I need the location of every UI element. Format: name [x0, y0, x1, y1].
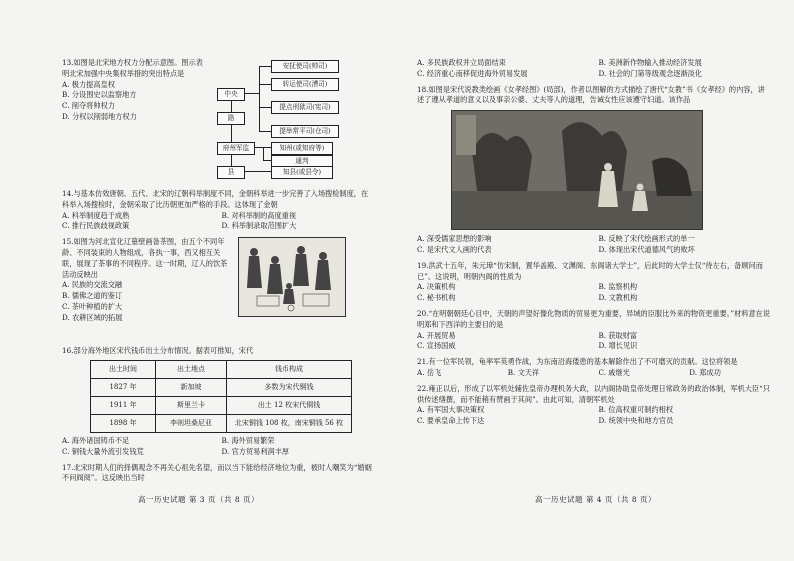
question-21 — [417, 357, 772, 379]
q13-option-d[interactable]: D. 分权以削弱地方权力 — [62, 111, 137, 121]
table-row — [91, 414, 352, 432]
q18-options — [417, 234, 772, 256]
page-footer-left: 高一历史试题 第 3 页（共 8 页） — [138, 494, 259, 504]
central-box: 中央 — [217, 88, 245, 101]
q18-option-b[interactable]: B. 反映了宋代绘画形式的单一 — [598, 234, 695, 244]
q16-option-c[interactable]: C. 铜钱大量外流引发钱荒 — [62, 446, 144, 456]
q18-option-c[interactable]: C. 是宋代文人画的代表 — [417, 244, 492, 254]
q14-option-b[interactable]: B. 对科举制的高度重视 — [221, 210, 297, 220]
table-header: 出土地点 — [156, 360, 227, 378]
question-14 — [62, 189, 373, 232]
q16-option-d[interactable]: D. 官方贸易利润丰厚 — [221, 446, 290, 456]
q18-stem: 18.如图是宋代说教类绘画《女孝经图》(局部)，作者以图解的方式描绘了唐代“女教”书《女孝经》的内容，讲述了遵从孝道的意义以及事亲公婆、丈夫等人的道理，告诫女性应该遵守妇道。该作品 — [417, 84, 765, 105]
q19-option-b[interactable]: B. 监察机构 — [598, 282, 638, 292]
q15-option-d[interactable]: D. 农耕区域的拓展 — [62, 312, 123, 322]
q15-option-b[interactable]: B. 儒佛之道的鉴订 — [62, 291, 123, 301]
table-cell: 出土 12 枚宋代铜钱 — [227, 396, 352, 414]
route-officer-1: 安抚使司(帅司) — [271, 60, 339, 73]
question-22 — [417, 384, 772, 427]
right-page — [397, 0, 794, 561]
q22-option-b[interactable]: B. 位高权重可制约相权 — [598, 405, 674, 415]
question-15 — [62, 237, 373, 341]
route-officer-2: 转运使司(漕司) — [271, 78, 339, 91]
table-cell: 李则坦桑尼亚 — [156, 414, 227, 432]
question-20 — [417, 309, 772, 352]
question-17 — [62, 463, 373, 485]
q21-stem: 21.有一位军民领，龟率军英勇作战，为东南沿海倭患的基本解除作出了不可磨灭的贡献。这位将领是 — [417, 357, 738, 367]
power-distribution-chart — [217, 60, 375, 178]
county-box: 县 — [217, 166, 245, 179]
q21-option-a[interactable]: A. 岳飞 — [417, 367, 442, 377]
q20-options — [417, 331, 772, 353]
route-officer-4: 提举常平司(仓司) — [271, 125, 339, 138]
q17-option-b[interactable]: B. 美洲新作物输入推动经济发展 — [598, 58, 702, 67]
q15-option-c[interactable]: C. 茶叶种植的扩大 — [62, 301, 123, 311]
q20-option-d[interactable]: D. 增长见识 — [598, 341, 638, 351]
route-box: 路 — [217, 112, 245, 125]
q20-stem: 20.“在明朝朝廷心目中，天朝的声望好像化物质的贸易更为重要，异域的臣服比外来的物资更重要。”材料意在说明郑和下西洋的主要目的是 — [417, 308, 771, 329]
q19-option-a[interactable]: A. 决策机构 — [417, 282, 456, 292]
q16-option-a[interactable]: A. 海外诸国铸币不足 — [62, 435, 130, 445]
q16-options — [62, 436, 373, 458]
q19-option-c[interactable]: C. 秘书机构 — [417, 293, 456, 303]
prefecture-box: 府州军监 — [217, 142, 255, 155]
q17-option-c[interactable]: C. 经济重心南移促进海外贸易发展 — [417, 68, 528, 78]
table-cell: 斯里兰卡 — [156, 396, 227, 414]
q13-stem: 13.如图是北宋地方权力分配示意图。图示表明北宋加强中央集权举措的突出特点是 — [62, 58, 203, 78]
q22-options — [417, 405, 772, 427]
table-header-row — [91, 360, 352, 378]
q18-option-a[interactable]: A. 深受儒家思想的影响 — [417, 234, 492, 244]
q14-option-a[interactable]: A. 科举制度趋于成熟 — [62, 210, 130, 220]
question-17-continued — [417, 58, 772, 80]
q19-option-d[interactable]: D. 文教机构 — [598, 293, 638, 303]
prefecture-officer-1: 知州(或知府等) — [271, 142, 333, 155]
q15-options — [62, 280, 230, 323]
q21-option-d[interactable]: D. 郑成功 — [689, 367, 721, 377]
q21-option-c[interactable]: C. 戚继光 — [598, 367, 630, 377]
prefecture-officer-2: 通判 — [271, 155, 333, 168]
question-16 — [62, 346, 373, 457]
table-cell: 1898 年 — [91, 414, 156, 432]
table-cell: 1911 年 — [91, 396, 156, 414]
page-footer-right: 高一历史试题 第 4 页（共 8 页） — [535, 494, 656, 504]
table-cell: 北宋铜钱 108 枚，南宋铜钱 56 枚 — [227, 414, 352, 432]
q21-option-b[interactable]: B. 文天祥 — [507, 367, 540, 377]
q16-option-b[interactable]: B. 海外贸易繁荣 — [221, 435, 275, 445]
q17-option-a[interactable]: A. 多民族政权并立局面结束 — [417, 58, 506, 67]
q13-option-b[interactable]: B. 分设围史以监察地方 — [62, 90, 137, 100]
q16-stem: 16.部分海外地区宋代钱币出土分布情况。据表可推知，宋代 — [62, 346, 254, 356]
q14-stem: 14.与基本仿效唐朝、五代、北宋的辽朝科举制度不同，金朝科举进一步完善了入场搜检制度，在科举入场搜检时，金朝采取了比历朝更加严格的手段。这体现了金朝 — [62, 189, 369, 209]
q15-stem: 15.如图为河北宣化辽墓壁画备茶图，由五个不同年龄、不同装束的人物组成，各执一事，西又相互关联，展现了茶事的不同程序。这一时期，辽人的饮茶活动反映出 — [62, 237, 228, 279]
q22-option-c[interactable]: C. 要承皇命上传下达 — [417, 416, 485, 426]
nvxiaojing-painting-image — [451, 110, 703, 230]
q13-option-c[interactable]: C. 削夺将帅权力 — [62, 101, 115, 111]
q13-option-a[interactable]: A. 极力提高皇权 — [62, 79, 115, 89]
coin-distribution-table — [90, 360, 352, 433]
table-header: 出土时间 — [91, 360, 156, 378]
table-cell: 1827 年 — [91, 378, 156, 396]
q18-option-d[interactable]: D. 体现出宋代道德风气的败坏 — [598, 244, 695, 254]
question-19 — [417, 261, 772, 304]
table-cell: 新加坡 — [156, 378, 227, 396]
route-officer-3: 提点刑狱司(宪司) — [271, 101, 339, 114]
q22-stem: 22.雍正以后，形成了以军机处辅佐皇帝办理机务大政，以内阁协助皇帝处理日常政务的政治体制，军机大臣“只供传述缮撰，而不能稍有赞画于其间”。由此可知，清朝军机处 — [417, 383, 770, 404]
q17-stem: 17.北宋时期人们的择偶观念不再关心祖先名望，而以当下能给经济地位为重，被时人嘲笑为“婚姻不问阀阅”。这反映出当时 — [62, 462, 372, 483]
table-row — [91, 396, 352, 414]
tea-preparation-mural-image — [238, 237, 346, 317]
q20-option-a[interactable]: A. 开展贸易 — [417, 330, 456, 340]
q21-options — [417, 368, 772, 379]
q14-option-c[interactable]: C. 推行民族歧视政策 — [62, 221, 130, 231]
q17-option-d[interactable]: D. 社会的门第等级观念逐渐淡化 — [598, 68, 703, 78]
county-officer: 知县(或县令) — [271, 166, 333, 179]
question-18 — [417, 85, 772, 256]
q20-option-b[interactable]: B. 获取财富 — [598, 330, 638, 340]
table-row — [91, 378, 352, 396]
q17-options — [417, 58, 772, 80]
q19-stem: 19.洪武十五年，朱元璋“仿宋制，置华盖殿、文渊阁、东阁诸大学士”，后此时的大学士仅“待左右，备顾问而已”。这说明，明朝内阁的性质为 — [417, 260, 763, 281]
q20-option-c[interactable]: C. 宣扬国威 — [417, 341, 456, 351]
question-13 — [62, 58, 373, 184]
q19-options — [417, 282, 772, 304]
q15-option-a[interactable]: A. 民族的交流交融 — [62, 280, 123, 290]
q14-option-d[interactable]: D. 科举制录取范围扩大 — [221, 221, 297, 231]
q22-option-d[interactable]: D. 统领中央和地方官员 — [598, 416, 674, 426]
table-cell: 多数为宋代铜钱 — [227, 378, 352, 396]
q14-options — [62, 211, 373, 233]
q13-options — [62, 80, 207, 123]
table-header: 钱币构成 — [227, 360, 352, 378]
q22-option-a[interactable]: A. 有军国大事决策权 — [417, 405, 485, 415]
